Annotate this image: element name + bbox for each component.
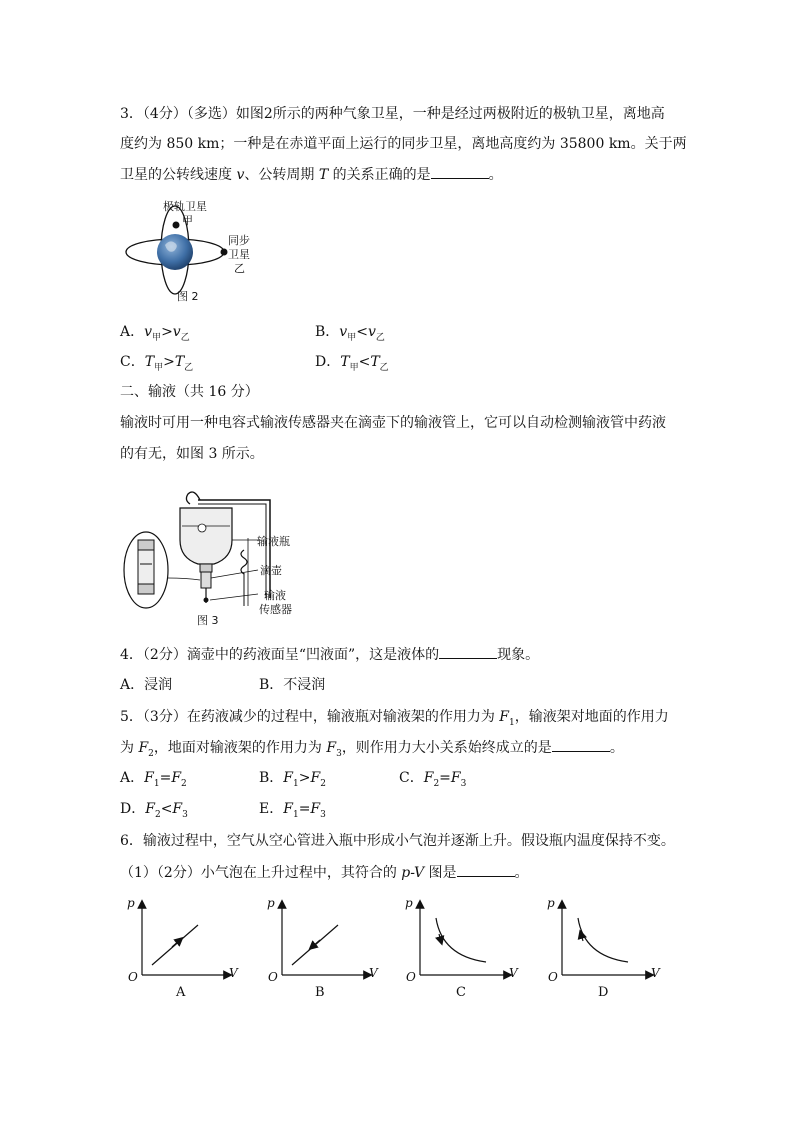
graph-a-o: O: [128, 970, 138, 984]
q6-stem: 6．输液过程中，空气从空心管进入瓶中形成小气泡并逐渐上升。假设瓶内温度保持不变。: [120, 833, 675, 849]
q5-option-c: C．$F_2=F_3$: [399, 770, 467, 789]
q5-line2: 为 $F_2$，地面对输液架的作用力为 $F_3$，则作用力大小关系始终成立的是 。: [120, 737, 624, 764]
pv-graph-c: [420, 904, 508, 975]
sync-satellite-dot: [221, 249, 228, 256]
earth-icon: [157, 234, 193, 270]
section2-intro1: 输液时可用一种电容式输液传感器夹在滴壶下的输液管上，它可以自动检测输液管中药液: [120, 415, 666, 431]
graph-a-p: p: [127, 896, 135, 910]
q5-line1: 5．（3分）在药液减少的过程中，输液瓶对输液架的作用力为 $F_1$，输液架对地面的作用力: [120, 709, 669, 728]
q3-line1: 3．（4分）（多选）如图2所示的两种气象卫星，一种是经过两极附近的极轨卫星，离地高: [120, 106, 665, 122]
q3-line3: 卫星的公转线速度 v、公转周期 T 的关系正确的是 。: [120, 164, 503, 185]
answer-blank: [431, 164, 489, 179]
polar-satellite-dot: [173, 222, 180, 229]
q3-option-c: C．$T_甲>T_乙$: [120, 354, 194, 373]
graph-d-v: V: [651, 966, 660, 980]
graph-d-label: D: [598, 985, 609, 1000]
graph-c-label: C: [456, 985, 466, 1000]
q6-sub1: （1）（2分）小气泡在上升过程中，其符合的 p-V 图是 。: [120, 862, 529, 883]
figure3-caption: 图 3: [197, 614, 219, 627]
q5-option-a: A．$F_1=F_2$: [120, 770, 187, 789]
graph-c-o: O: [406, 970, 416, 984]
q4-option-b: B．不浸润: [259, 677, 326, 693]
graph-b-v: V: [369, 966, 378, 980]
q3-line2: 度约为 850 km；一种是在赤道平面上运行的同步卫星，离地高度约为 35800 km。关于两: [120, 136, 687, 152]
section2-title: 二、输液（共 16 分）: [120, 384, 259, 400]
graph-d-p: p: [547, 896, 555, 910]
figure2-caption: 图 2: [177, 290, 199, 303]
q3-option-d: D．$T_甲<T_乙$: [315, 354, 389, 373]
graph-c-v: V: [509, 966, 518, 980]
label-drip: 滴壶: [260, 564, 282, 577]
label-sync1: 同步: [228, 234, 250, 247]
label-sensor1: 输液: [264, 589, 286, 602]
graph-a-v: V: [229, 966, 238, 980]
q5-option-e: E．$F_1=F_3$: [259, 801, 326, 820]
q5-option-b: B．$F_1>F_2$: [259, 770, 326, 789]
answer-blank: [552, 737, 610, 752]
q3-option-a: A．$v_甲>v_乙$: [120, 324, 190, 343]
graph-c-p: p: [405, 896, 413, 910]
answer-blank: [439, 644, 497, 659]
pv-graph-a: [142, 904, 228, 975]
q4-stem: 4．（2分）滴壶中的药液面呈“凹液面”，这是液体的 现象。: [120, 644, 539, 665]
graph-b-p: p: [267, 896, 275, 910]
label-polar: 极轨卫星: [163, 200, 207, 213]
section2-intro2: 的有无，如图 3 所示。: [120, 446, 264, 462]
pv-graph-d: [562, 904, 650, 975]
graph-d-o: O: [548, 970, 558, 984]
pv-graph-b: [282, 904, 368, 975]
q5-option-d: D．$F_2<F_3$: [120, 801, 188, 820]
q4-option-a: A．浸润: [120, 677, 173, 693]
graph-b-o: O: [268, 970, 278, 984]
graph-a-label: A: [176, 985, 186, 1000]
answer-blank: [457, 862, 515, 877]
label-jia: 甲: [182, 214, 193, 227]
graph-b-label: B: [315, 985, 325, 1000]
label-yi: 乙: [234, 262, 245, 275]
pv-graphs: [120, 892, 680, 1007]
label-sync2: 卫星: [228, 248, 250, 261]
label-sensor2: 传感器: [259, 603, 292, 616]
q3-option-b: B．$v_甲<v_乙$: [315, 324, 385, 343]
label-bottle: 输液瓶: [257, 535, 290, 548]
